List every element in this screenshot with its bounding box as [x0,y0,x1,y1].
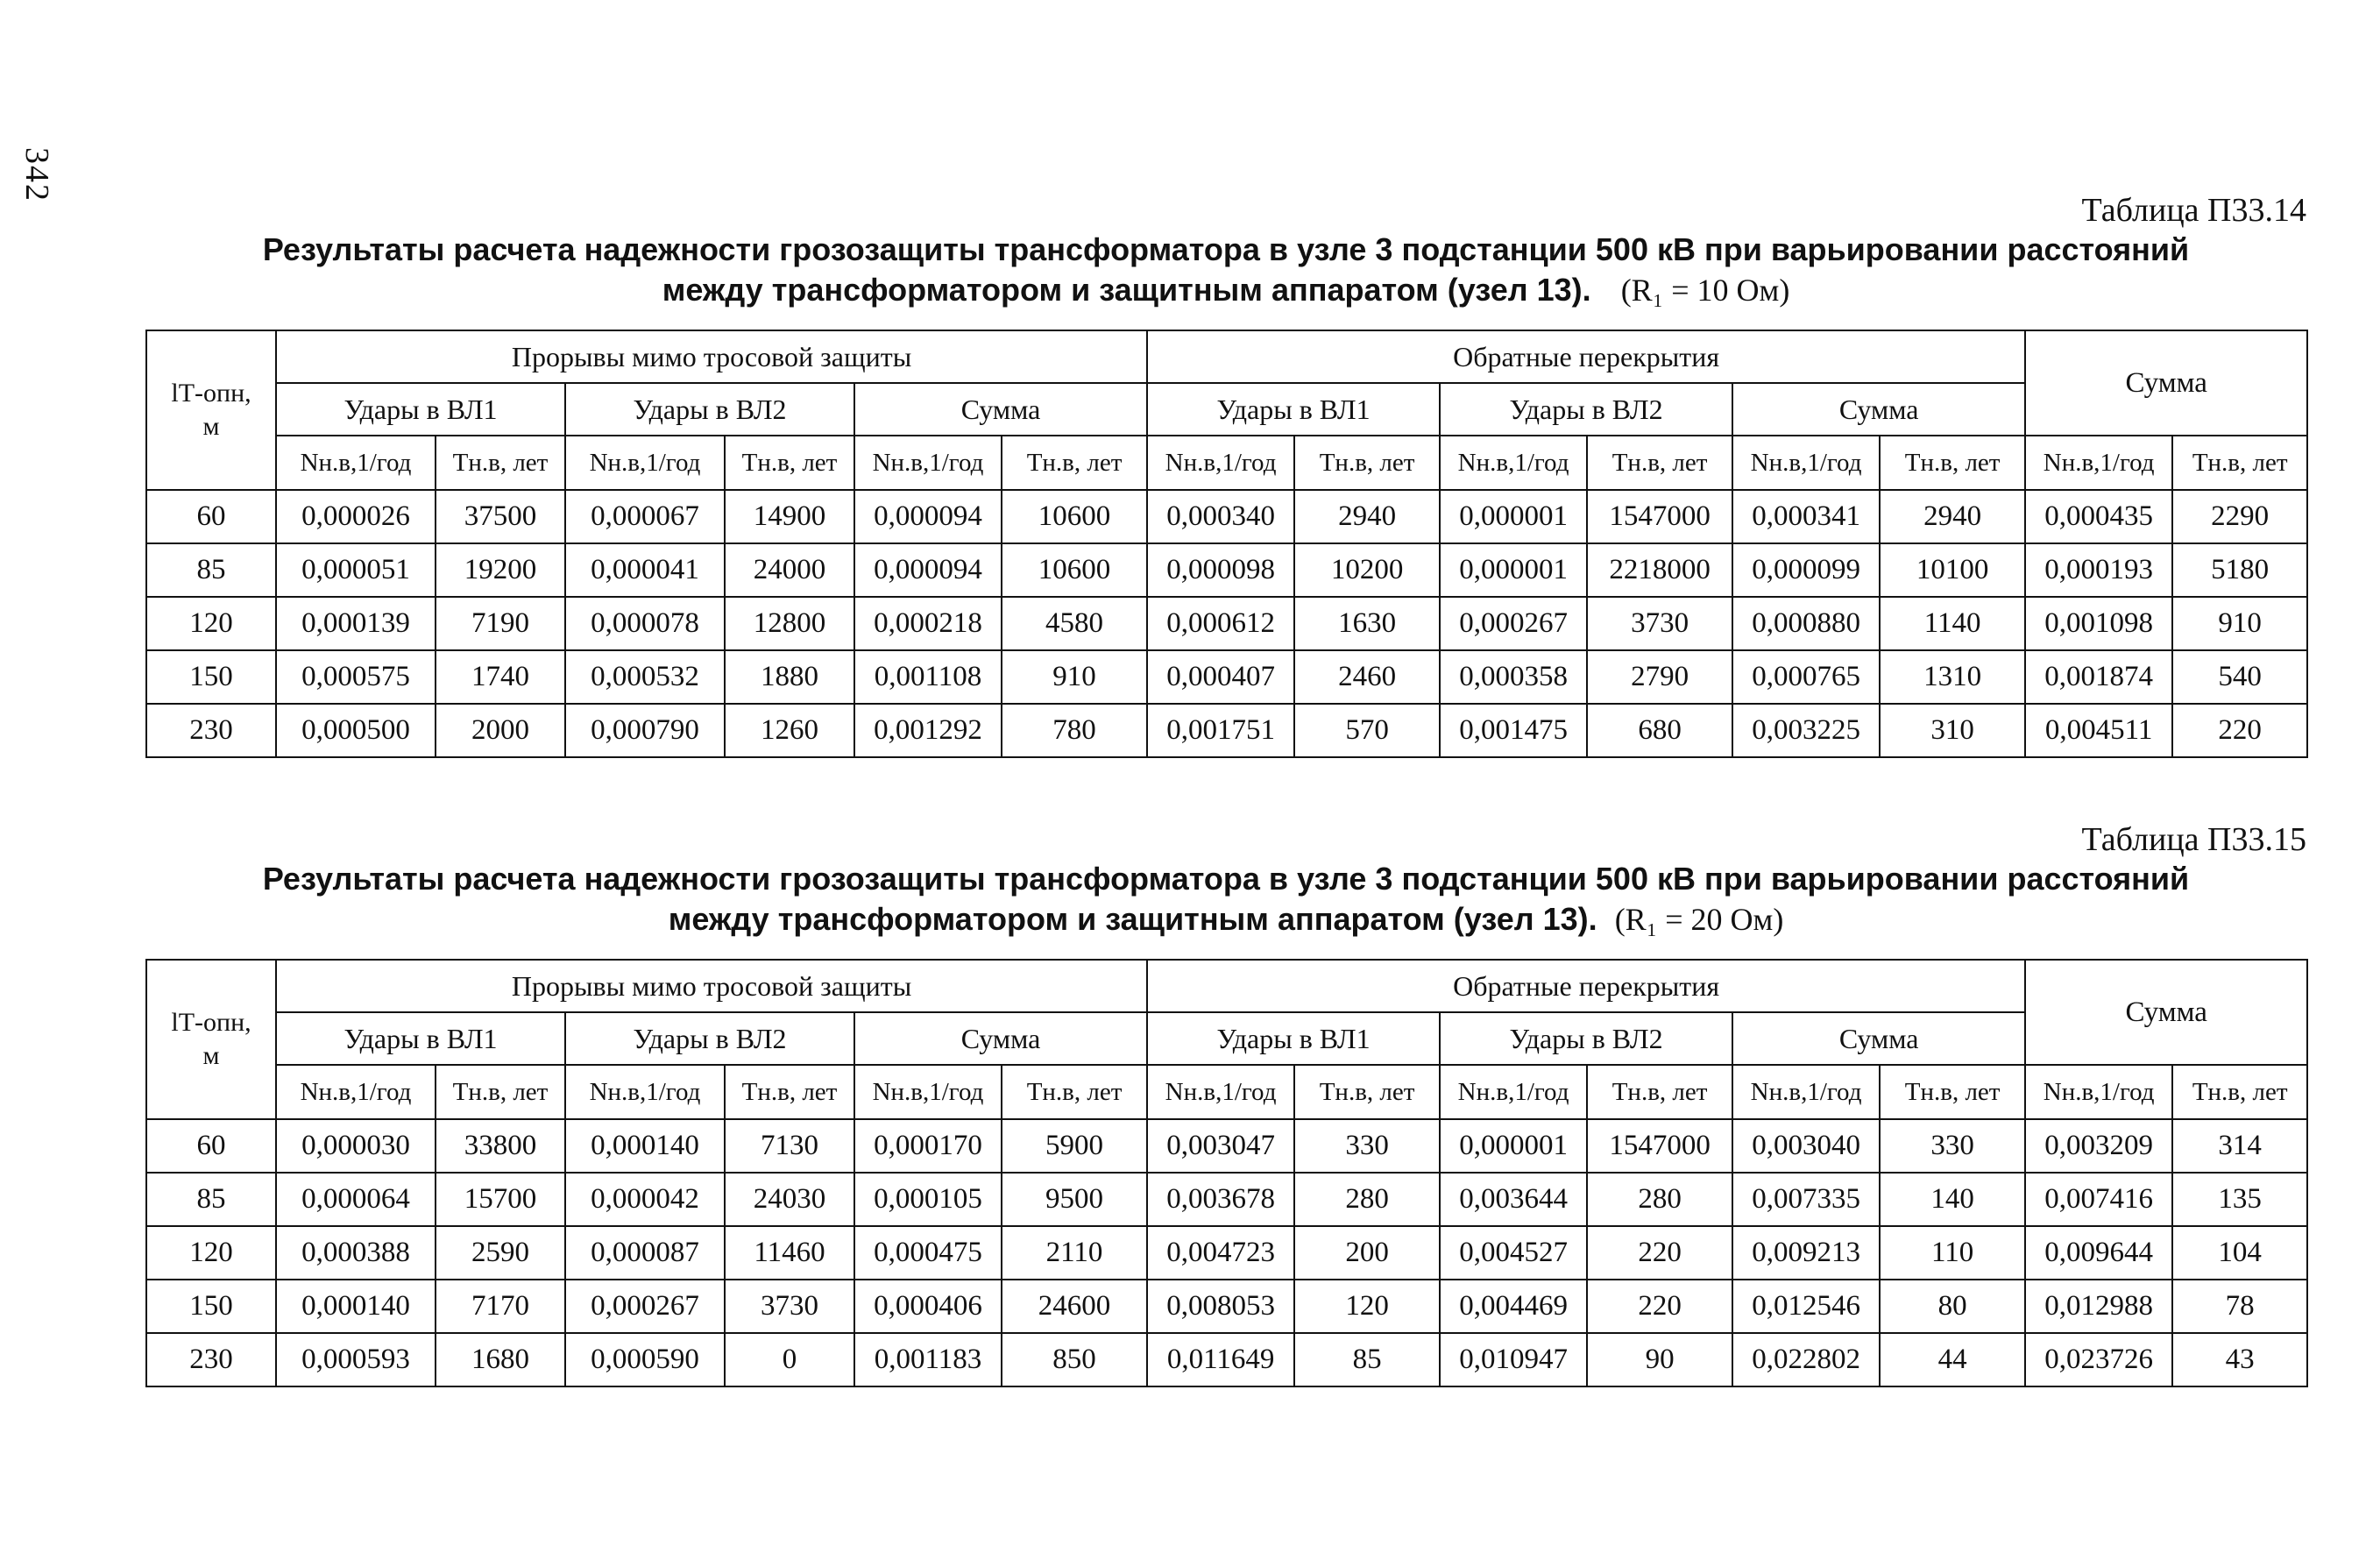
value-cell: 910 [1002,650,1147,704]
value-cell: 80 [1880,1280,2025,1333]
col-t-header: Tн.в, лет [1587,1065,1732,1119]
length-cell: 230 [146,1333,276,1386]
header-row-groups [146,330,2307,383]
col-n-header: Nн.в,1/год [565,1065,725,1119]
value-cell: 1310 [1880,650,2025,704]
group-breakthrough-header: Прорывы мимо тросовой защиты [276,960,1147,1012]
length-header [146,960,276,1119]
value-cell: 104 [2172,1226,2307,1280]
value-cell: 0,003644 [1440,1173,1587,1226]
value-cell: 14900 [725,490,854,543]
col-t-header: Tн.в, лет [436,436,565,490]
table-row [146,490,2307,543]
value-cell: 0,001098 [2025,597,2172,650]
value-cell: 314 [2172,1119,2307,1173]
length-unit: м [202,412,220,441]
col-t-header: Tн.в, лет [725,436,854,490]
value-cell: 7170 [436,1280,565,1333]
col-n-header: Nн.в,1/год [276,436,436,490]
table-body [146,490,2307,757]
value-cell: 11460 [725,1226,854,1280]
value-cell: 2110 [1002,1226,1147,1280]
value-cell: 0,001751 [1147,704,1294,757]
col-t-header: Tн.в, лет [2172,436,2307,490]
table-title-param: (R₁ = 10 Ом) [1620,273,1790,308]
value-cell: 0,000140 [276,1280,436,1333]
value-cell: 0,000078 [565,597,725,650]
value-cell: 0,000593 [276,1333,436,1386]
col-t-header: Tн.в, лет [1587,436,1732,490]
col-t-header: Tн.в, лет [1002,436,1147,490]
table-body [146,1119,2307,1386]
value-cell: 0,012546 [1732,1280,1880,1333]
value-cell: 1680 [436,1333,565,1386]
value-cell: 0,004723 [1147,1226,1294,1280]
table-row [146,1119,2307,1173]
value-cell: 0,001874 [2025,650,2172,704]
col-t-header: Tн.в, лет [1294,1065,1440,1119]
group-total-header: Сумма [2025,330,2307,436]
value-cell: 10600 [1002,490,1147,543]
value-cell: 24600 [1002,1280,1147,1333]
value-cell: 0,009213 [1732,1226,1880,1280]
value-cell: 4580 [1002,597,1147,650]
table-header [146,330,2307,490]
table-row [146,650,2307,704]
value-cell: 0,001183 [854,1333,1002,1386]
value-cell: 220 [1587,1226,1732,1280]
table-title-line1: Результаты расчета надежности грозозащиты трансформатора в узле 3 подстанции 500 кВ при варьировании расстояний [262,861,2190,897]
value-cell: 2218000 [1587,543,1732,597]
value-cell: 78 [2172,1280,2307,1333]
length-cell: 60 [146,490,276,543]
value-cell: 0,001475 [1440,704,1587,757]
value-cell: 0,000790 [565,704,725,757]
value-cell: 0,000099 [1732,543,1880,597]
value-cell: 2000 [436,704,565,757]
value-cell: 2790 [1587,650,1732,704]
value-cell: 3730 [1587,597,1732,650]
length-label: lТ-опн, [171,1008,251,1037]
value-cell: 850 [1002,1333,1147,1386]
value-cell: 140 [1880,1173,2025,1226]
value-cell: 0,012988 [2025,1280,2172,1333]
table-title-line2-wrap [145,270,2306,310]
value-cell: 0,000765 [1732,650,1880,704]
value-cell: 1260 [725,704,854,757]
value-cell: 10200 [1294,543,1440,597]
table-row [146,1333,2307,1386]
table-label: Таблица П33.15 [2081,821,2306,858]
value-cell: 24000 [725,543,854,597]
subgroup-sum-header: Сумма [1732,383,2025,436]
table-block-p33-15 [145,820,2306,1387]
header-row-subgroups [146,1012,2307,1065]
header-row-units [146,1065,2307,1119]
value-cell: 3730 [725,1280,854,1333]
value-cell: 330 [1294,1119,1440,1173]
col-t-header: Tн.в, лет [2172,1065,2307,1119]
value-cell: 910 [2172,597,2307,650]
value-cell: 0,004511 [2025,704,2172,757]
table-row [146,1280,2307,1333]
value-cell: 0,000139 [276,597,436,650]
table-row [146,704,2307,757]
table-header [146,960,2307,1119]
value-cell: 0,000407 [1147,650,1294,704]
value-cell: 0,000098 [1147,543,1294,597]
col-n-header: Nн.в,1/год [2025,1065,2172,1119]
value-cell: 135 [2172,1173,2307,1226]
value-cell: 0,000406 [854,1280,1002,1333]
value-cell: 120 [1294,1280,1440,1333]
subgroup-vl1-header: Удары в ВЛ1 [1147,1012,1440,1065]
value-cell: 0,000094 [854,543,1002,597]
col-n-header: Nн.в,1/год [1732,436,1880,490]
value-cell: 0,000026 [276,490,436,543]
value-cell: 0,010947 [1440,1333,1587,1386]
col-n-header: Nн.в,1/год [565,436,725,490]
value-cell: 44 [1880,1333,2025,1386]
subgroup-vl1-header: Удары в ВЛ1 [1147,383,1440,436]
value-cell: 0,004527 [1440,1226,1587,1280]
subgroup-sum-header: Сумма [854,383,1147,436]
value-cell: 5900 [1002,1119,1147,1173]
value-cell: 220 [2172,704,2307,757]
value-cell: 0,009644 [2025,1226,2172,1280]
value-cell: 330 [1880,1119,2025,1173]
table-row [146,1226,2307,1280]
value-cell: 0,000140 [565,1119,725,1173]
value-cell: 220 [1587,1280,1732,1333]
value-cell: 0,000087 [565,1226,725,1280]
value-cell: 0,003040 [1732,1119,1880,1173]
length-label: lТ-опн, [171,379,251,408]
subgroup-sum-header: Сумма [1732,1012,2025,1065]
col-n-header: Nн.в,1/год [1147,1065,1294,1119]
col-n-header: Nн.в,1/год [276,1065,436,1119]
value-cell: 19200 [436,543,565,597]
value-cell: 0,011649 [1147,1333,1294,1386]
table-row [146,1173,2307,1226]
value-cell: 9500 [1002,1173,1147,1226]
value-cell: 780 [1002,704,1147,757]
value-cell: 0,000612 [1147,597,1294,650]
value-cell: 280 [1587,1173,1732,1226]
subgroup-vl2-header: Удары в ВЛ2 [1440,1012,1732,1065]
value-cell: 0 [725,1333,854,1386]
value-cell: 0,003678 [1147,1173,1294,1226]
value-cell: 0,000051 [276,543,436,597]
value-cell: 0,000575 [276,650,436,704]
col-t-header: Tн.в, лет [436,1065,565,1119]
value-cell: 0,000500 [276,704,436,757]
value-cell: 0,000532 [565,650,725,704]
value-cell: 0,000170 [854,1119,1002,1173]
value-cell: 0,000064 [276,1173,436,1226]
table-title-line2: между трансформатором и защитным аппаратом (узел 13). [668,901,1597,937]
col-n-header: Nн.в,1/год [1732,1065,1880,1119]
value-cell: 90 [1587,1333,1732,1386]
value-cell: 0,001108 [854,650,1002,704]
value-cell: 0,008053 [1147,1280,1294,1333]
value-cell: 680 [1587,704,1732,757]
table-title-param: (R₁ = 20 Ом) [1614,902,1784,937]
value-cell: 310 [1880,704,2025,757]
value-cell: 85 [1294,1333,1440,1386]
header-row-groups [146,960,2307,1012]
group-breakthrough-header: Прорывы мимо тросовой защиты [276,330,1147,383]
subgroup-vl2-header: Удары в ВЛ2 [1440,383,1732,436]
value-cell: 43 [2172,1333,2307,1386]
col-n-header: Nн.в,1/год [1440,436,1587,490]
value-cell: 1547000 [1587,1119,1732,1173]
length-cell: 85 [146,1173,276,1226]
table-title [145,230,2306,310]
col-n-header: Nн.в,1/год [854,436,1002,490]
value-cell: 0,000590 [565,1333,725,1386]
col-t-header: Tн.в, лет [1880,436,2025,490]
value-cell: 0,000880 [1732,597,1880,650]
value-cell: 570 [1294,704,1440,757]
subgroup-vl2-header: Удары в ВЛ2 [565,383,854,436]
value-cell: 0,003209 [2025,1119,2172,1173]
col-t-header: Tн.в, лет [725,1065,854,1119]
value-cell: 0,004469 [1440,1280,1587,1333]
results-table [145,330,2308,758]
table-block-p33-14 [145,191,2306,758]
group-reverse-header: Обратные перекрытия [1147,330,2025,383]
value-cell: 1880 [725,650,854,704]
col-n-header: Nн.в,1/год [854,1065,1002,1119]
value-cell: 0,000358 [1440,650,1587,704]
value-cell: 0,007335 [1732,1173,1880,1226]
table-row [146,543,2307,597]
length-unit: м [202,1041,220,1070]
value-cell: 0,000030 [276,1119,436,1173]
subgroup-vl1-header: Удары в ВЛ1 [276,1012,565,1065]
value-cell: 110 [1880,1226,2025,1280]
value-cell: 1630 [1294,597,1440,650]
value-cell: 7190 [436,597,565,650]
group-total-header: Сумма [2025,960,2307,1065]
table-row [146,597,2307,650]
col-n-header: Nн.в,1/год [1440,1065,1587,1119]
value-cell: 200 [1294,1226,1440,1280]
value-cell: 0,000435 [2025,490,2172,543]
value-cell: 0,000218 [854,597,1002,650]
value-cell: 7130 [725,1119,854,1173]
value-cell: 0,000094 [854,490,1002,543]
length-cell: 150 [146,1280,276,1333]
table-title-line2-wrap [145,899,2306,940]
value-cell: 10100 [1880,543,2025,597]
col-n-header: Nн.в,1/год [1147,436,1294,490]
table-title-line1: Результаты расчета надежности грозозащиты трансформатора в узле 3 подстанции 500 кВ при варьировании расстояний [262,231,2190,267]
value-cell: 2460 [1294,650,1440,704]
value-cell: 0,000341 [1732,490,1880,543]
value-cell: 2940 [1294,490,1440,543]
subgroup-vl2-header: Удары в ВЛ2 [565,1012,854,1065]
subgroup-vl1-header: Удары в ВЛ1 [276,383,565,436]
value-cell: 0,007416 [2025,1173,2172,1226]
value-cell: 0,003047 [1147,1119,1294,1173]
value-cell: 1547000 [1587,490,1732,543]
value-cell: 0,000001 [1440,490,1587,543]
table-label: Таблица П33.14 [2081,192,2306,229]
col-t-header: Tн.в, лет [1880,1065,2025,1119]
value-cell: 5180 [2172,543,2307,597]
length-cell: 120 [146,1226,276,1280]
value-cell: 0,000041 [565,543,725,597]
length-cell: 150 [146,650,276,704]
value-cell: 0,001292 [854,704,1002,757]
value-cell: 0,000340 [1147,490,1294,543]
length-cell: 120 [146,597,276,650]
subgroup-sum-header: Сумма [854,1012,1147,1065]
value-cell: 0,000475 [854,1226,1002,1280]
value-cell: 0,000067 [565,490,725,543]
value-cell: 0,003225 [1732,704,1880,757]
value-cell: 1140 [1880,597,2025,650]
value-cell: 12800 [725,597,854,650]
value-cell: 33800 [436,1119,565,1173]
value-cell: 0,000001 [1440,543,1587,597]
length-header [146,330,276,490]
length-cell: 85 [146,543,276,597]
value-cell: 540 [2172,650,2307,704]
value-cell: 0,000001 [1440,1119,1587,1173]
value-cell: 2290 [2172,490,2307,543]
page-number: 342 [18,147,55,202]
results-table [145,959,2308,1387]
value-cell: 1740 [436,650,565,704]
value-cell: 0,023726 [2025,1333,2172,1386]
col-t-header: Tн.в, лет [1002,1065,1147,1119]
value-cell: 2590 [436,1226,565,1280]
header-row-units [146,436,2307,490]
value-cell: 0,000042 [565,1173,725,1226]
value-cell: 0,000388 [276,1226,436,1280]
value-cell: 37500 [436,490,565,543]
length-cell: 60 [146,1119,276,1173]
value-cell: 0,000105 [854,1173,1002,1226]
table-title [145,859,2306,940]
header-row-subgroups [146,383,2307,436]
length-cell: 230 [146,704,276,757]
table-title-line2: между трансформатором и защитным аппаратом (узел 13). [662,272,1591,308]
value-cell: 10600 [1002,543,1147,597]
value-cell: 24030 [725,1173,854,1226]
value-cell: 0,000267 [1440,597,1587,650]
value-cell: 0,000267 [565,1280,725,1333]
value-cell: 15700 [436,1173,565,1226]
col-t-header: Tн.в, лет [1294,436,1440,490]
value-cell: 2940 [1880,490,2025,543]
col-n-header: Nн.в,1/год [2025,436,2172,490]
value-cell: 0,022802 [1732,1333,1880,1386]
value-cell: 280 [1294,1173,1440,1226]
value-cell: 0,000193 [2025,543,2172,597]
group-reverse-header: Обратные перекрытия [1147,960,2025,1012]
